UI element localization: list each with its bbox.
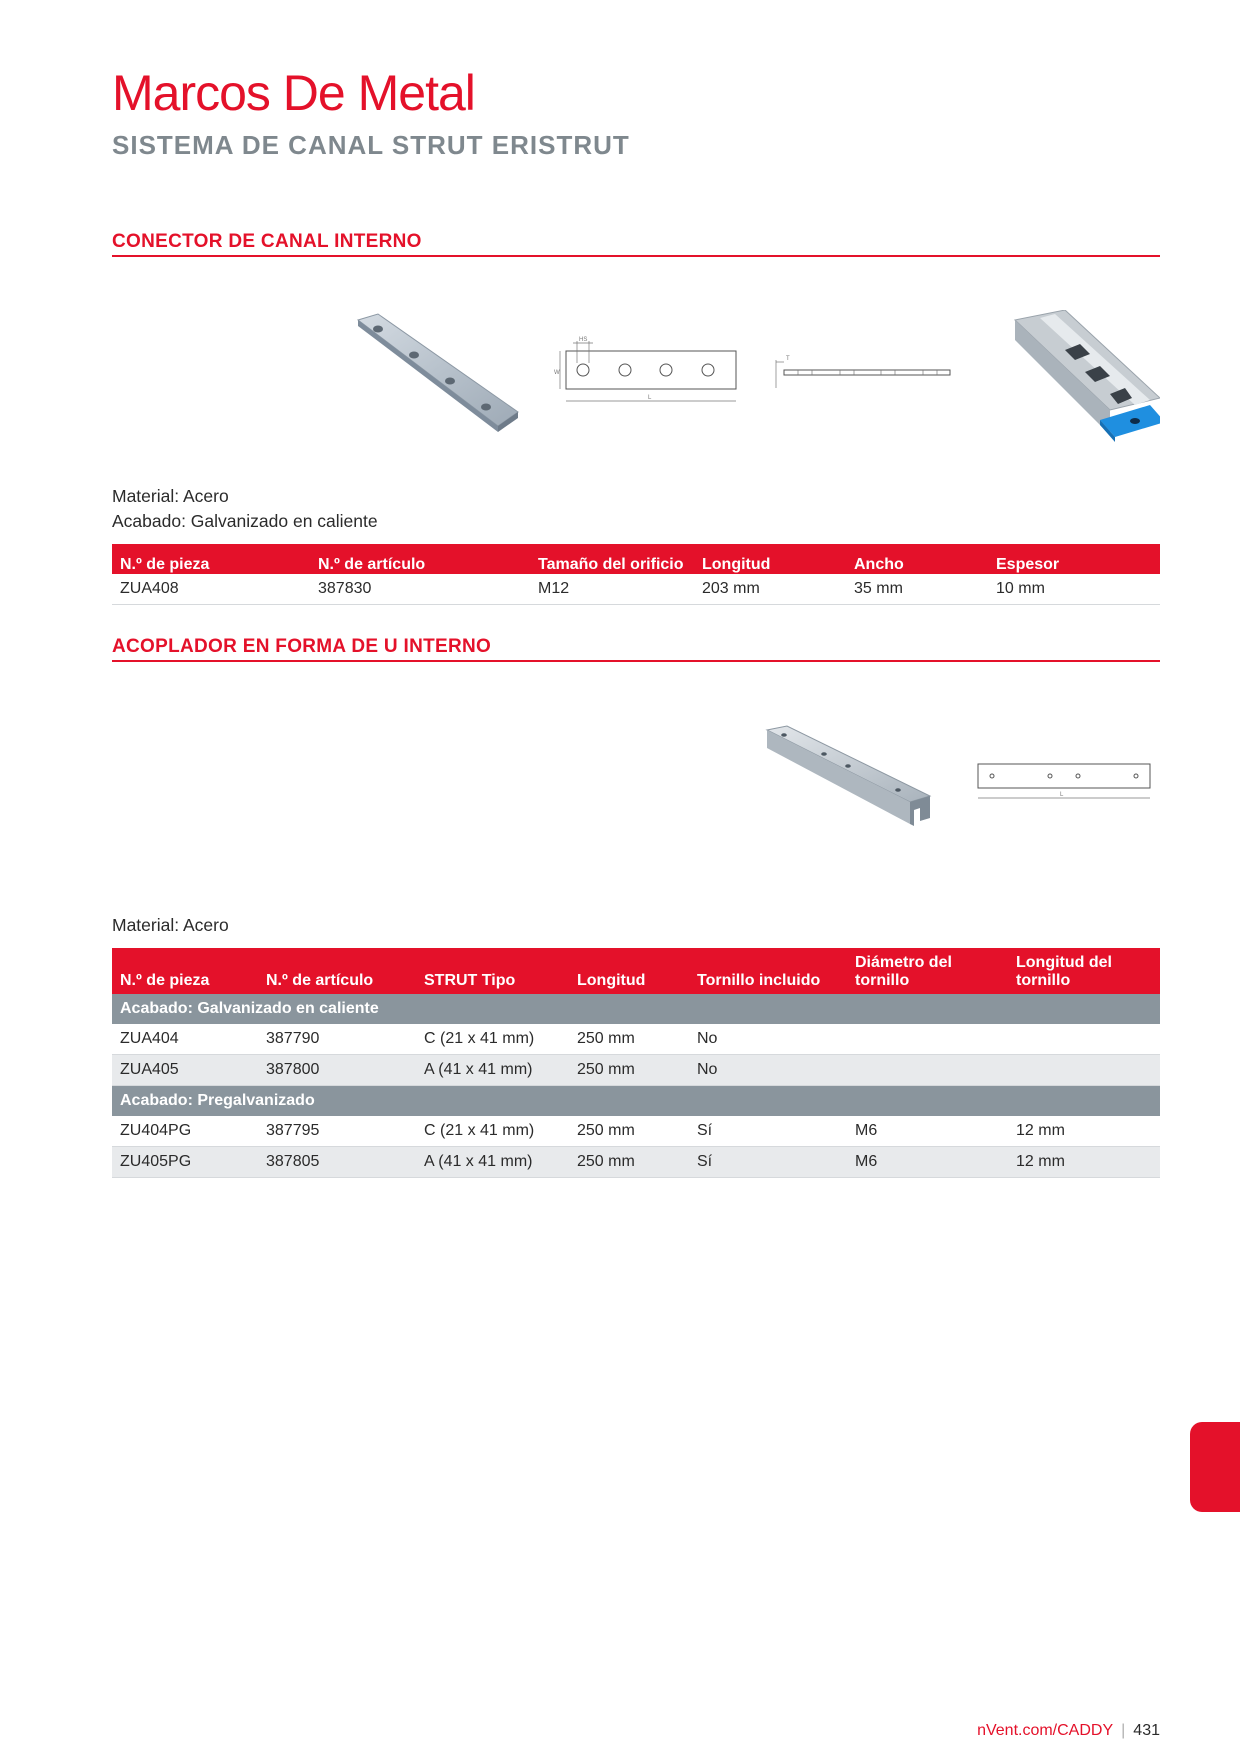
table-row xyxy=(112,574,1160,605)
col-header: Ancho xyxy=(846,544,988,574)
cell-bolt-length: 12 mm xyxy=(1008,1147,1160,1178)
col-header: Tamaño del orificio xyxy=(530,544,694,574)
section2-table xyxy=(112,948,1160,1178)
table-row xyxy=(112,1147,1160,1178)
cell-bolt-included: Sí xyxy=(689,1147,847,1178)
col-header: N.º de artículo xyxy=(258,948,416,994)
table-row xyxy=(112,1116,1160,1147)
section2-material: Material: Acero xyxy=(112,915,229,935)
cell-bolt-included: No xyxy=(689,1024,847,1055)
cell-bolt-included: Sí xyxy=(689,1116,847,1147)
page-subtitle: SISTEMA DE CANAL STRUT ERISTRUT xyxy=(112,130,630,160)
cell-article-no: 387795 xyxy=(258,1116,416,1147)
chapter-side-tab[interactable] xyxy=(1190,1422,1240,1512)
cell-bolt-length xyxy=(1008,1055,1160,1086)
dim-hs: HS xyxy=(579,337,588,343)
cell-strut-type: A (41 x 41 mm) xyxy=(416,1147,569,1178)
table-row xyxy=(112,1055,1160,1086)
dim-w: W xyxy=(554,370,560,376)
col-header: N.º de pieza xyxy=(112,948,258,994)
col-header: N.º de artículo xyxy=(310,544,530,574)
cell-thickness: 10 mm xyxy=(988,574,1160,605)
cell-length: 203 mm xyxy=(694,574,846,605)
cell-article-no: 387790 xyxy=(258,1024,416,1055)
section1-table xyxy=(112,544,1160,605)
col-header: Longitud xyxy=(569,948,689,994)
cell-strut-type: A (41 x 41 mm) xyxy=(416,1055,569,1086)
col-header: Tornillo incluido xyxy=(689,948,847,994)
dim-l-coupler: L xyxy=(1060,792,1064,798)
cell-width: 35 mm xyxy=(846,574,988,605)
footer-url[interactable]: nVent.com/CADDY xyxy=(977,1722,1114,1739)
cell-part-no: ZU405PG xyxy=(112,1147,258,1178)
cell-part-no: ZU404PG xyxy=(112,1116,258,1147)
section-heading-conector: CONECTOR DE CANAL INTERNO xyxy=(112,231,1160,257)
u-coupler-photo xyxy=(762,722,937,830)
cell-hole-size: M12 xyxy=(530,574,694,605)
plate-drawing-side xyxy=(768,352,953,397)
u-coupler-drawing xyxy=(972,760,1157,805)
cell-strut-type: C (21 x 41 mm) xyxy=(416,1024,569,1055)
cell-bolt-length xyxy=(1008,1024,1160,1055)
cell-length: 250 mm xyxy=(569,1147,689,1178)
table-row xyxy=(112,1024,1160,1055)
cell-bolt-diameter xyxy=(847,1024,1008,1055)
cell-bolt-included: No xyxy=(689,1055,847,1086)
dim-t: T xyxy=(786,356,790,362)
cell-length: 250 mm xyxy=(569,1055,689,1086)
cell-bolt-diameter: M6 xyxy=(847,1147,1008,1178)
cell-bolt-diameter: M6 xyxy=(847,1116,1008,1147)
footer-separator: | xyxy=(1121,1722,1126,1739)
cell-article-no: 387830 xyxy=(310,574,530,605)
cell-length: 250 mm xyxy=(569,1116,689,1147)
dim-l: L xyxy=(648,395,652,401)
col-header: Longitud xyxy=(694,544,846,574)
cell-part-no: ZUA404 xyxy=(112,1024,258,1055)
cell-article-no: 387805 xyxy=(258,1147,416,1178)
cell-bolt-length: 12 mm xyxy=(1008,1116,1160,1147)
cell-part-no: ZUA405 xyxy=(112,1055,258,1086)
group-row-pregalvanizado xyxy=(112,1086,1160,1117)
col-header: N.º de pieza xyxy=(112,544,310,574)
footer xyxy=(977,1722,1160,1740)
page-title: Marcos De Metal xyxy=(112,65,475,121)
group-label: Acabado: Galvanizado en caliente xyxy=(112,994,1160,1024)
cell-length: 250 mm xyxy=(569,1024,689,1055)
section1-material: Material: Acero xyxy=(112,486,229,506)
cell-strut-type: C (21 x 41 mm) xyxy=(416,1116,569,1147)
col-header: Longitud del tornillo xyxy=(1008,948,1160,994)
col-header: Espesor xyxy=(988,544,1160,574)
group-label: Acabado: Pregalvanizado xyxy=(112,1086,1160,1117)
installed-connector-photo xyxy=(1010,310,1160,445)
cell-bolt-diameter xyxy=(847,1055,1008,1086)
section1-finish: Acabado: Galvanizado en caliente xyxy=(112,511,378,531)
page-number: 431 xyxy=(1133,1722,1160,1739)
col-header: Diámetro del tornillo xyxy=(847,948,1008,994)
cell-part-no: ZUA408 xyxy=(112,574,310,605)
plate-drawing-top xyxy=(552,333,742,408)
section-heading-acoplador: ACOPLADOR EN FORMA DE U INTERNO xyxy=(112,636,1160,662)
plate-photo xyxy=(350,300,525,435)
cell-article-no: 387800 xyxy=(258,1055,416,1086)
group-row-galvanizado xyxy=(112,994,1160,1024)
col-header: STRUT Tipo xyxy=(416,948,569,994)
